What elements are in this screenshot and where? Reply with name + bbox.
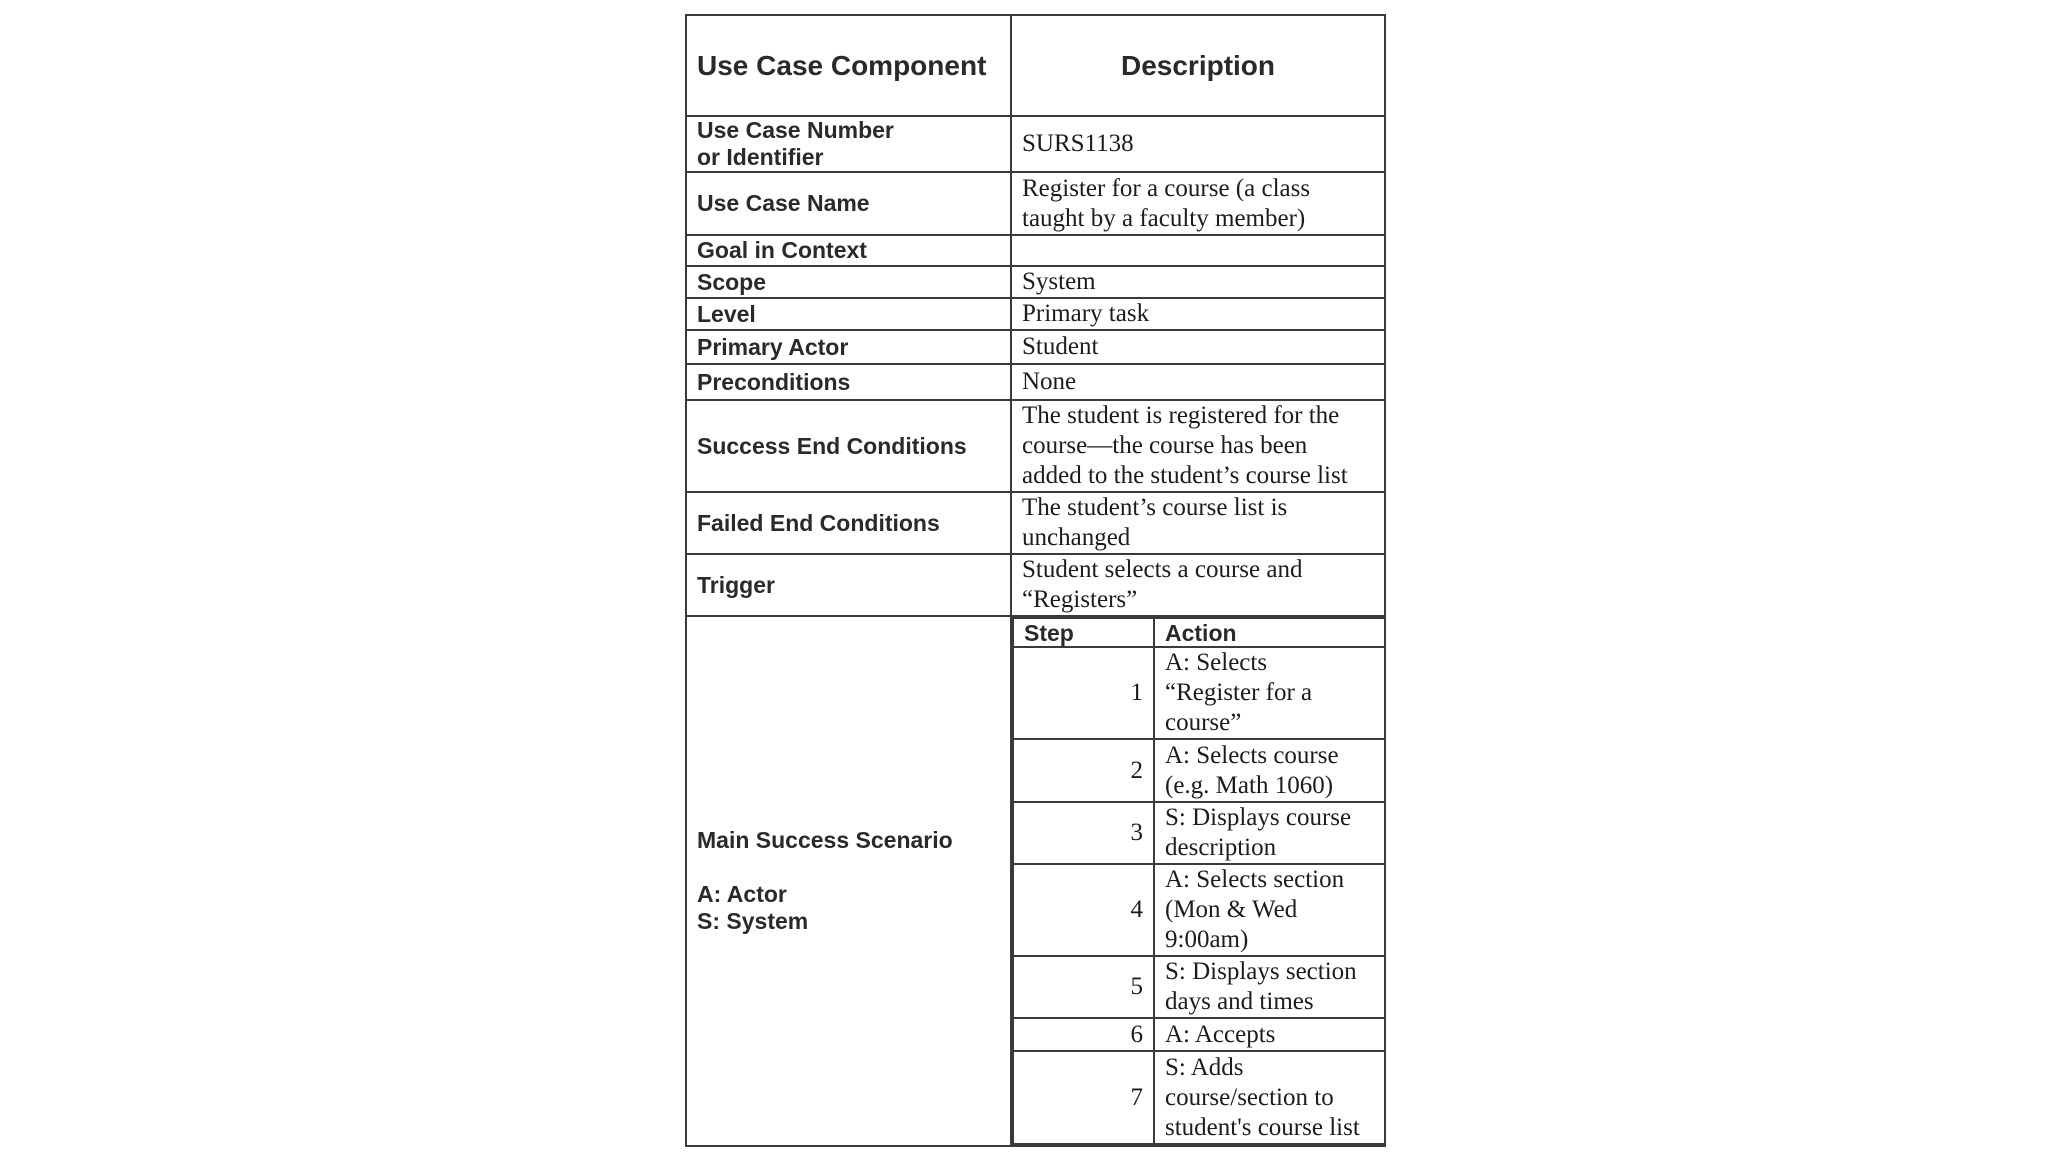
steps-header-row: [1013, 618, 1385, 647]
table-header-row: [686, 15, 1385, 116]
step-action: S: Adds course/section to student's course list: [1154, 1051, 1385, 1144]
row-label: Goal in Context: [686, 235, 1011, 266]
row-value: [1011, 235, 1385, 266]
table-row: [686, 235, 1385, 266]
step-number: 1: [1013, 647, 1154, 739]
step-action: A: Selects course (e.g. Math 1060): [1154, 739, 1385, 802]
table-row: [686, 492, 1385, 554]
table-row: [686, 266, 1385, 298]
table-row: [686, 116, 1385, 172]
row-label: Scope: [686, 266, 1011, 298]
row-label: Preconditions: [686, 364, 1011, 400]
scenario-steps-cell: [1011, 616, 1385, 1146]
row-label: Primary Actor: [686, 330, 1011, 364]
step-action: A: Selects “Register for a course”: [1154, 647, 1385, 739]
row-label: Failed End Conditions: [686, 492, 1011, 554]
row-value: Primary task: [1011, 298, 1385, 330]
step-row: [1013, 864, 1385, 956]
row-value: The student is registered for the course—the course has been added to the student’s course list: [1011, 400, 1385, 492]
step-row: [1013, 802, 1385, 864]
row-value: The student’s course list is unchanged: [1011, 492, 1385, 554]
steps-table: [1012, 617, 1385, 1145]
step-row: [1013, 647, 1385, 739]
row-value: Student selects a course and “Registers”: [1011, 554, 1385, 616]
row-label: Success End Conditions: [686, 400, 1011, 492]
row-value: SURS1138: [1011, 116, 1385, 172]
scenario-label: Main Success Scenario: [697, 827, 953, 853]
scenario-legend-system: S: System: [697, 908, 809, 934]
row-label: Level: [686, 298, 1011, 330]
use-case-table: [685, 14, 1386, 1147]
table-row: [686, 298, 1385, 330]
step-row: [1013, 1051, 1385, 1144]
step-column-header: Step: [1013, 618, 1154, 647]
step-number: 7: [1013, 1051, 1154, 1144]
step-action: A: Selects section (Mon & Wed 9:00am): [1154, 864, 1385, 956]
step-number: 4: [1013, 864, 1154, 956]
table-row: [686, 400, 1385, 492]
step-number: 2: [1013, 739, 1154, 802]
step-row: [1013, 956, 1385, 1018]
row-label: Use Case Name: [686, 172, 1011, 235]
row-value: Student: [1011, 330, 1385, 364]
step-row: [1013, 739, 1385, 802]
step-number: 5: [1013, 956, 1154, 1018]
step-action: A: Accepts: [1154, 1018, 1385, 1051]
row-value: None: [1011, 364, 1385, 400]
table-row: [686, 330, 1385, 364]
row-label: Trigger: [686, 554, 1011, 616]
table-row: [686, 172, 1385, 235]
step-row: [1013, 1018, 1385, 1051]
action-column-header: Action: [1154, 618, 1385, 647]
description-column-header: Description: [1011, 15, 1385, 116]
scenario-legend-actor: A: Actor: [697, 881, 787, 907]
scenario-row: [686, 616, 1385, 1146]
step-number: 3: [1013, 802, 1154, 864]
step-number: 6: [1013, 1018, 1154, 1051]
step-action: S: Displays course description: [1154, 802, 1385, 864]
table-row: [686, 554, 1385, 616]
table-row: [686, 364, 1385, 400]
scenario-label-cell: [686, 616, 1011, 1146]
row-value: System: [1011, 266, 1385, 298]
component-column-header: Use Case Component: [686, 15, 1011, 116]
scenario-spacer: [697, 854, 1000, 881]
row-value: Register for a course (a class taught by a faculty member): [1011, 172, 1385, 235]
row-label: Use Case Number or Identifier: [686, 116, 1011, 172]
step-action: S: Displays section days and times: [1154, 956, 1385, 1018]
